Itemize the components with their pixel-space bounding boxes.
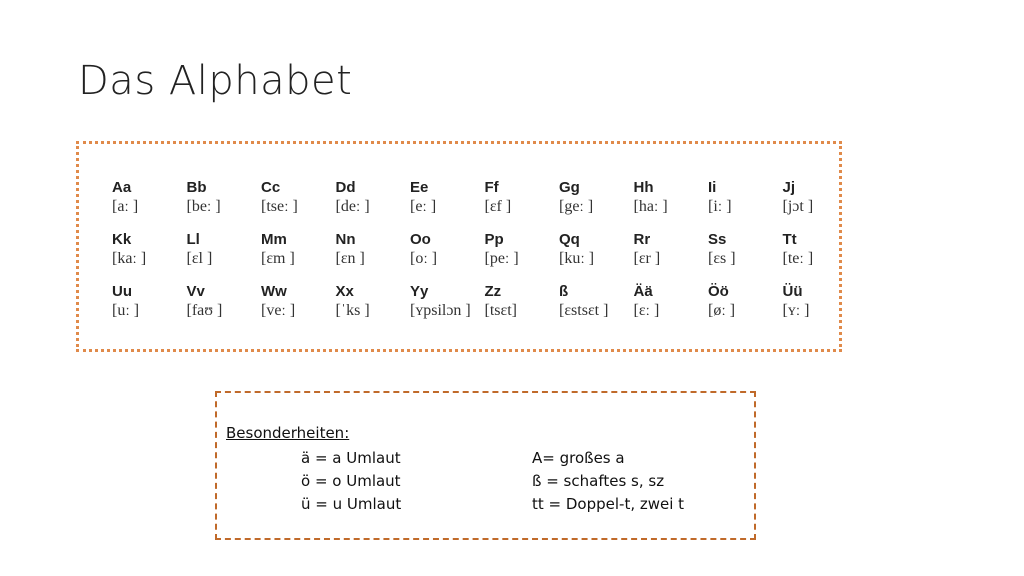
alphabet-cell [261, 284, 336, 336]
alphabet-letter: Rr [633, 231, 651, 248]
alphabet-letter: Mm [261, 231, 287, 248]
alphabet-letter: Zz [484, 283, 502, 300]
alphabet-pronunciation: [ɛr ] [633, 250, 661, 267]
alphabet-cell [261, 180, 336, 232]
alphabet-cell [708, 284, 783, 336]
alphabet-cell [559, 180, 634, 232]
alphabet-grid [112, 180, 857, 336]
alphabet-letter: Ww [261, 283, 287, 300]
alphabet-cell [336, 232, 411, 284]
alphabet-letter: Aa [112, 179, 132, 196]
alphabet-cell [559, 232, 634, 284]
alphabet-pronunciation: [ɛː ] [633, 302, 660, 319]
alphabet-letter: ß [559, 283, 569, 300]
note-item: ä = a Umlaut [301, 449, 401, 467]
alphabet-cell [187, 232, 262, 284]
alphabet-cell [783, 284, 858, 336]
alphabet-pronunciation: [ɛf ] [484, 198, 512, 215]
alphabet-cell [485, 284, 560, 336]
alphabet-pronunciation: [ʏː ] [782, 302, 810, 319]
notes-right-column [532, 447, 684, 516]
alphabet-letter: Üü [782, 283, 803, 300]
note-item: tt = Doppel-t, zwei t [532, 495, 685, 513]
alphabet-pronunciation: [ʏpsilɔn ] [410, 302, 471, 319]
alphabet-letter: Öö [708, 283, 729, 300]
alphabet-cell [112, 180, 187, 232]
alphabet-letter: Xx [335, 283, 354, 300]
notes-left-column [301, 447, 401, 516]
alphabet-cell [336, 284, 411, 336]
alphabet-cell [336, 180, 411, 232]
alphabet-pronunciation: [øː ] [708, 302, 736, 319]
alphabet-cell [708, 232, 783, 284]
alphabet-letter: Jj [782, 179, 796, 196]
notes-heading: Besonderheiten: [226, 424, 350, 442]
note-item: ß = schaftes s, sz [532, 472, 665, 490]
alphabet-pronunciation: [deː ] [335, 198, 370, 215]
alphabet-cell [634, 232, 709, 284]
alphabet-letter: Tt [782, 231, 797, 248]
alphabet-pronunciation: [faʊ ] [186, 302, 223, 319]
alphabet-letter: Dd [335, 179, 356, 196]
alphabet-cell [187, 180, 262, 232]
alphabet-pronunciation: [oː ] [410, 250, 438, 267]
alphabet-cell [410, 232, 485, 284]
slide-title: Das Alphabet [78, 58, 353, 104]
alphabet-letter: Nn [335, 231, 356, 248]
alphabet-pronunciation: [kuː ] [559, 250, 595, 267]
alphabet-pronunciation: [ɛn ] [335, 250, 365, 267]
note-item: ö = o Umlaut [301, 472, 401, 490]
alphabet-letter: Pp [484, 231, 504, 248]
alphabet-cell [112, 232, 187, 284]
alphabet-cell [485, 232, 560, 284]
alphabet-pronunciation: [peː ] [484, 250, 519, 267]
alphabet-cell [559, 284, 634, 336]
alphabet-letter: Hh [633, 179, 654, 196]
alphabet-letter: Oo [410, 231, 431, 248]
alphabet-pronunciation: [jɔt ] [782, 198, 814, 215]
alphabet-cell [410, 180, 485, 232]
alphabet-letter: Cc [261, 179, 281, 196]
alphabet-pronunciation: [haː ] [633, 198, 668, 215]
alphabet-cell [783, 232, 858, 284]
alphabet-letter: Ii [708, 179, 717, 196]
alphabet-letter: Vv [186, 283, 205, 300]
alphabet-letter: Ee [410, 179, 429, 196]
alphabet-pronunciation: [tsɛt] [484, 302, 517, 319]
alphabet-letter: Qq [559, 231, 580, 248]
alphabet-cell [634, 284, 709, 336]
note-item: ü = u Umlaut [301, 495, 402, 513]
alphabet-cell [261, 232, 336, 284]
alphabet-letter: Ää [633, 283, 653, 300]
alphabet-letter: Ff [484, 179, 499, 196]
alphabet-pronunciation: [kaː ] [112, 250, 147, 267]
alphabet-pronunciation: [beː ] [186, 198, 221, 215]
alphabet-pronunciation: [geː ] [559, 198, 594, 215]
alphabet-pronunciation: [ɛs ] [708, 250, 736, 267]
alphabet-letter: Gg [559, 179, 580, 196]
alphabet-cell [783, 180, 858, 232]
alphabet-pronunciation: [ɛl ] [186, 250, 213, 267]
alphabet-pronunciation: [tseː ] [261, 198, 298, 215]
alphabet-box [76, 141, 842, 352]
alphabet-letter: Uu [112, 283, 132, 300]
alphabet-pronunciation: [eː ] [410, 198, 437, 215]
alphabet-pronunciation: [aː ] [112, 198, 139, 215]
note-item: A= großes a [532, 449, 625, 467]
alphabet-pronunciation: [iː ] [708, 198, 732, 215]
alphabet-cell [410, 284, 485, 336]
alphabet-letter: Kk [112, 231, 132, 248]
alphabet-letter: Ll [186, 231, 200, 248]
alphabet-pronunciation: [veː ] [261, 302, 296, 319]
alphabet-pronunciation: [teː ] [782, 250, 814, 267]
alphabet-letter: Bb [186, 179, 207, 196]
alphabet-pronunciation: [ˈks ] [335, 302, 370, 319]
alphabet-pronunciation: [ɛm ] [261, 250, 295, 267]
alphabet-cell [187, 284, 262, 336]
alphabet-pronunciation: [ɛstsɛt ] [559, 302, 609, 319]
notes-box [215, 391, 756, 540]
alphabet-letter: Ss [708, 231, 727, 248]
alphabet-letter: Yy [410, 283, 429, 300]
alphabet-pronunciation: [uː ] [112, 302, 140, 319]
alphabet-cell [634, 180, 709, 232]
alphabet-cell [112, 284, 187, 336]
alphabet-cell [485, 180, 560, 232]
alphabet-cell [708, 180, 783, 232]
